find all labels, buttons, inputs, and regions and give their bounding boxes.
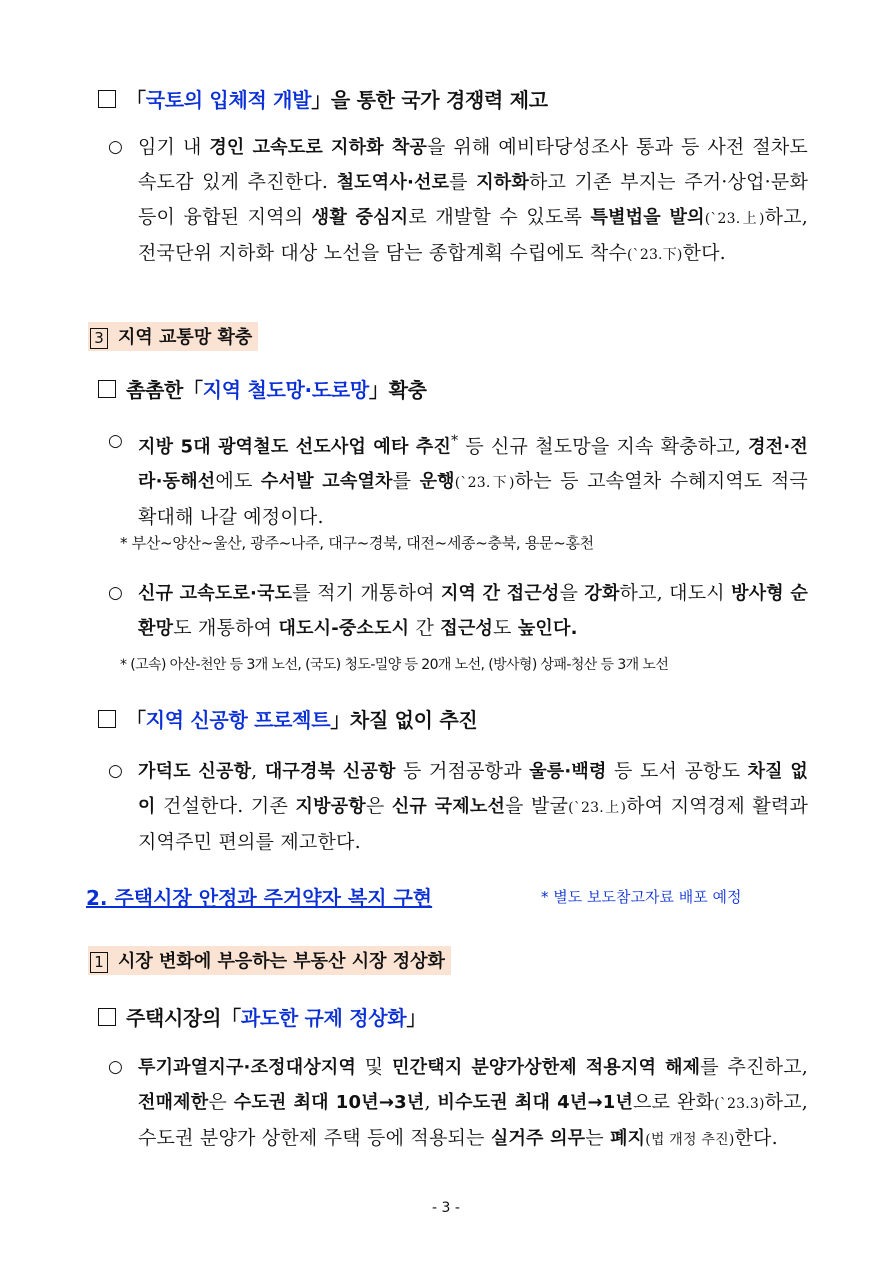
chapter-title-housing: 2. 주택시장 안정과 주거약자 복지 구현: [86, 886, 433, 910]
heading-rest: 」을 통한 국가 경쟁력 제고: [311, 88, 548, 112]
checkbox-square-icon: [98, 1008, 116, 1026]
bullet-circle-icon: ○: [108, 583, 124, 603]
heading-bracket-open: 「: [126, 88, 146, 112]
checkbox-square-icon: [98, 90, 116, 108]
checkbox-square-icon: [98, 710, 116, 728]
heading-rail-road-network: 촘촘한「지역 철도망·도로망」확충: [98, 374, 427, 403]
section-title-market-normalization: [88, 946, 451, 975]
heading-highlight: 국토의 입체적 개발: [145, 88, 312, 112]
paragraph-deregulation: [108, 1050, 808, 1157]
bullet-circle-icon: ○: [108, 431, 124, 451]
bullet-circle-icon: ○: [108, 761, 124, 781]
heading-regional-airports: 「지역 신공항 프로젝트」차질 없이 추진: [98, 704, 477, 733]
bullet-circle-icon: ○: [108, 1057, 124, 1077]
section-title-text: 시장 변화에 부응하는 부동산 시장 정상화: [118, 951, 445, 972]
paragraph-regional-rail: [108, 424, 808, 534]
paragraph-text: 투기과열지구·조정대상지역 및 민간택지 분양가상한제 적용지역 해제를 추진하고, 전매제한은 수도권 최대 10년→3년, 비수도권 최대 4년→1년으로 완화(`23.3)하고, 수도권 분양가 상한제 주택 등에 적용되는 실거주 의무는 폐지(법 개정 추진)한다.: [138, 1056, 808, 1149]
paragraph-text: 지방 5대 광역철도 선도사업 예타 추진* 등 신규 철도망을 지속 확충하고, 경전·전라·동해선에도 수서발 고속열차를 운행(`23.下)하는 등 고속열차 수혜지역도 적극 확대해 나갈 예정이다.: [138, 433, 808, 529]
heading-regulation-normalization: 주택시장의「과도한 규제 정상화」: [98, 1002, 426, 1031]
section-number-box: 1: [90, 952, 108, 973]
page-number: - 3 -: [432, 1200, 460, 1216]
paragraph-text: 임기 내 경인 고속도로 지하화 착공을 위해 예비타당성조사 통과 등 사전 절차도 속도감 있게 추진한다. 철도역사·선로를 지하화하고 기존 부지는 주거·상업·문화 등이 융합된 지역의 생활 중심지로 개발할 수 있도록 특별법을 발의(`23.上)하고, 전국단위 지하화 대상 노선을 담는 종합계획 수립에도 착수(`23.下)한다.: [138, 136, 809, 264]
paragraph-highways: [108, 576, 808, 646]
paragraph-airports: [108, 754, 808, 859]
chapter-note: * 별도 보도참고자료 배포 예정: [541, 888, 742, 906]
paragraph-underground-highway: [108, 130, 808, 272]
heading-3d-development: [98, 84, 548, 113]
section-number-box: 3: [90, 328, 108, 349]
footnote-road-lines: * (고속) 아산-천안 등 3개 노선, (국도) 청도-밀양 등 20개 노선, (방사형) 상패-청산 등 3개 노선: [120, 657, 669, 673]
section-title-text: 지역 교통망 확충: [118, 327, 253, 348]
section-title-regional-transport: [88, 322, 258, 351]
bullet-circle-icon: ○: [108, 137, 124, 157]
paragraph-text: 가덕도 신공항, 대구경북 신공항 등 거점공항과 울릉·백령 등 도서 공항도 차질 없이 건설한다. 기존 지방공항은 신규 국제노선을 발굴(`23.上)하여 지역경제 활력과 지역주민 편의를 제고한다.: [138, 760, 809, 853]
footnote-rail-lines: * 부산~양산~울산, 광주~나주, 대구~경북, 대전~세종~충북, 용문~홍천: [120, 534, 594, 552]
paragraph-text: 신규 고속도로·국도를 적기 개통하여 지역 간 접근성을 강화하고, 대도시 방사형 순환망도 개통하여 대도시-중소도시 간 접근성도 높인다.: [138, 582, 808, 639]
checkbox-square-icon: [98, 380, 116, 398]
